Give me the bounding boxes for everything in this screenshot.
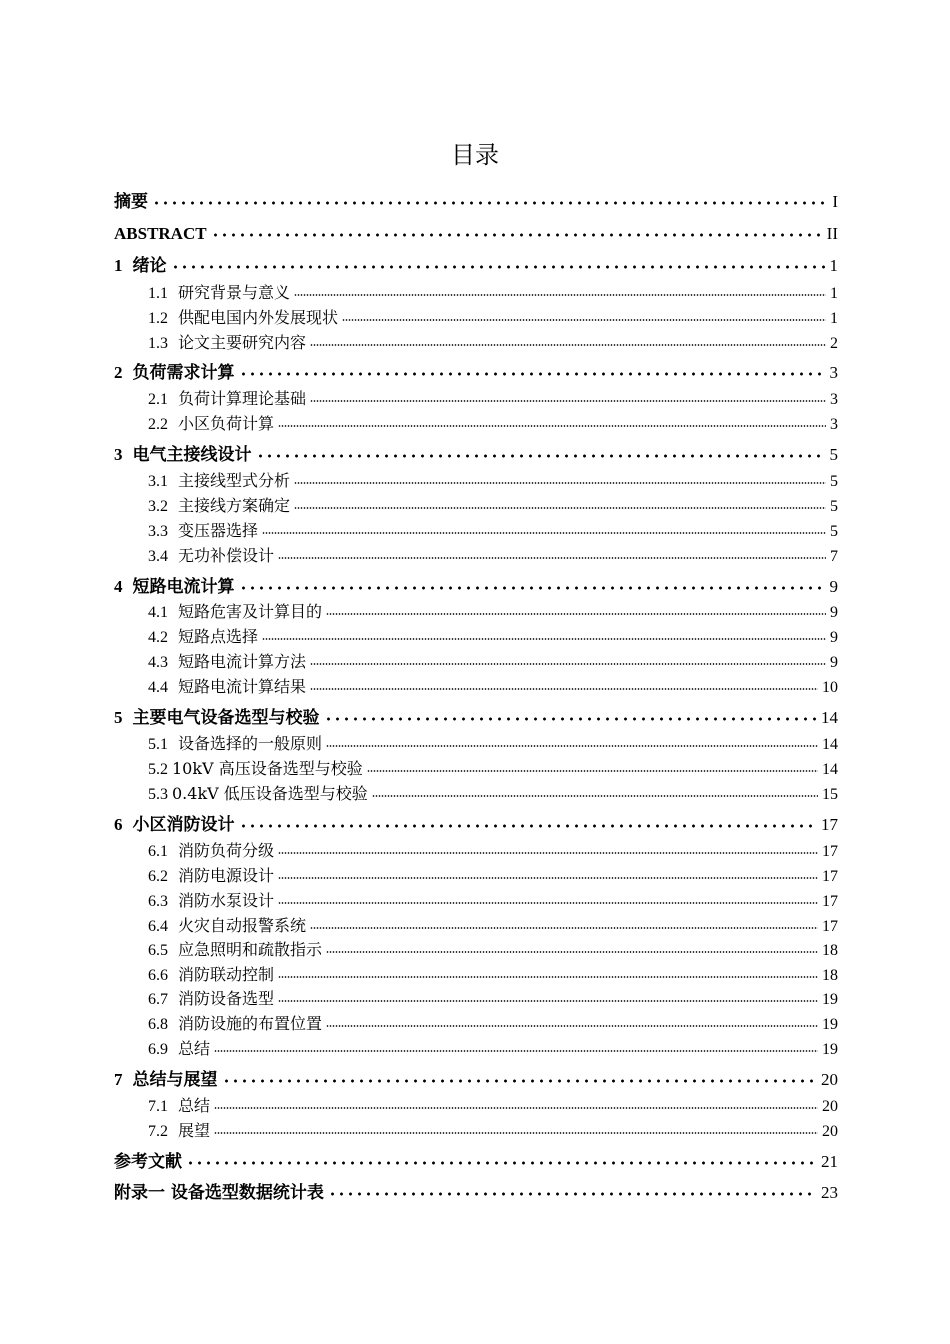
- toc-entry-number: 6.8: [148, 1016, 168, 1033]
- toc-entry-title: 研究背景与意义: [178, 283, 291, 302]
- toc-entry-page-number: 2: [830, 335, 838, 352]
- toc-entry-title: 消防负荷分级: [178, 841, 275, 860]
- toc-entry-title: 0.4kV 低压设备选型与校验: [172, 784, 368, 803]
- toc-dot-leader: [186, 1161, 817, 1165]
- toc-section-entry[interactable]: [148, 470, 838, 493]
- toc-chapter-entry[interactable]: [114, 443, 838, 467]
- toc-dot-leader: [214, 1132, 818, 1134]
- toc-entry-title: 论文主要研究内容: [178, 333, 307, 352]
- toc-entry-title: 小区消防设计: [132, 815, 235, 835]
- toc-chapter-entry[interactable]: [114, 361, 838, 385]
- toc-entry-title: 主接线方案确定: [178, 496, 291, 515]
- toc-entry-title: 主要电气设备选型与校验: [132, 708, 320, 728]
- toc-entry-page-number: 14: [822, 761, 838, 778]
- toc-entry-title: 消防联动控制: [178, 965, 275, 984]
- toc-entry-number: 3.3: [148, 523, 168, 540]
- toc-entry-number: 6.7: [148, 991, 168, 1008]
- toc-entry-number: 5: [114, 708, 123, 727]
- toc-dot-leader: [310, 663, 826, 665]
- toc-entry-title: 主接线型式分析: [178, 471, 291, 490]
- toc-entry-title: 短路电流计算结果: [178, 677, 307, 696]
- toc-dot-leader: [278, 557, 826, 559]
- toc-entry-number: 7.1: [148, 1098, 168, 1115]
- toc-dot-leader: [262, 638, 826, 640]
- toc-chapter-entry[interactable]: [114, 706, 838, 730]
- toc-section-entry[interactable]: [148, 964, 838, 987]
- toc-entry-number: 6.5: [148, 942, 168, 959]
- toc-section-entry[interactable]: [148, 890, 838, 913]
- toc-entry-title: 消防设备选型: [178, 989, 275, 1008]
- toc-entry-number: 6.3: [148, 893, 168, 910]
- toc-entry-page-number: 20: [822, 1098, 838, 1115]
- toc-section-entry[interactable]: [148, 520, 838, 543]
- page-title: 目录: [451, 141, 499, 169]
- toc-dot-leader: [310, 400, 826, 402]
- toc-entry-title: 短路电流计算方法: [178, 652, 307, 671]
- toc-entry-number: 5.3: [148, 786, 168, 803]
- toc-entry-page-number: 5: [830, 523, 838, 540]
- toc-entry-number: 6.2: [148, 868, 168, 885]
- toc-entry-title: 绪论: [132, 256, 167, 276]
- toc-entry-page-number: 14: [821, 708, 838, 727]
- toc-entry-page-number: 9: [830, 604, 838, 621]
- toc-dot-leader: [278, 976, 818, 978]
- toc-section-entry[interactable]: [148, 758, 838, 781]
- toc-entry-title: 消防电源设计: [178, 866, 275, 885]
- toc-entry-number: 1: [114, 256, 123, 275]
- toc-entry-title: 应急照明和疏散指示: [178, 940, 323, 959]
- toc-entry-title: 消防设施的布置位置: [178, 1014, 323, 1033]
- toc-entry-number: 1.1: [148, 285, 168, 302]
- toc-entry-page-number: 20: [821, 1070, 838, 1089]
- toc-section-entry[interactable]: [148, 282, 838, 305]
- toc-entry-number: 4.4: [148, 679, 168, 696]
- toc-section-entry[interactable]: [148, 676, 838, 699]
- toc-entry-title: 附录一 设备选型数据统计表: [114, 1183, 324, 1203]
- toc-dot-leader: [256, 454, 826, 458]
- toc-entry-title: 变压器选择: [178, 521, 259, 540]
- toc-entry-title: 10kV 高压设备选型与校验: [172, 759, 363, 778]
- toc-dot-leader: [310, 688, 818, 690]
- toc-dot-leader: [278, 852, 818, 854]
- toc-entry-title: 参考文献: [114, 1152, 182, 1172]
- toc-dot-leader: [171, 265, 826, 269]
- toc-entry-title: 展望: [178, 1121, 211, 1140]
- toc-entry-title: 摘要: [114, 192, 148, 212]
- toc-section-entry[interactable]: [148, 939, 838, 962]
- toc-entry-title: 电气主接线设计: [132, 445, 252, 465]
- toc-dot-leader: [222, 1079, 818, 1083]
- toc-chapter-entry[interactable]: [114, 1068, 838, 1092]
- toc-entry-page-number: II: [826, 224, 838, 243]
- toc-entry-page-number: 18: [822, 967, 838, 984]
- toc-chapter-entry[interactable]: [114, 190, 838, 214]
- toc-entry-number: 6: [114, 815, 123, 834]
- toc-entry-title: 短路电流计算: [132, 577, 235, 597]
- toc-entry-page-number: 9: [830, 629, 838, 646]
- toc-chapter-entry[interactable]: [114, 575, 838, 599]
- toc-entry-page-number: 17: [822, 918, 838, 935]
- toc-section-entry[interactable]: [148, 733, 838, 756]
- toc-entry-page-number: 1: [830, 285, 838, 302]
- toc-dot-leader: [328, 1192, 817, 1196]
- toc-entry-page-number: 20: [822, 1123, 838, 1140]
- toc-entry-page-number: 9: [829, 577, 838, 596]
- toc-dot-leader: [278, 877, 818, 879]
- toc-dot-leader: [310, 344, 826, 346]
- toc-entry-page-number: 10: [822, 679, 838, 696]
- toc-dot-leader: [326, 951, 818, 953]
- toc-section-entry[interactable]: [148, 495, 838, 518]
- toc-entry-page-number: 23: [821, 1183, 838, 1202]
- toc-dot-leader: [239, 586, 826, 590]
- toc-dot-leader: [294, 507, 826, 509]
- toc-section-entry[interactable]: [148, 1013, 838, 1036]
- toc-section-entry[interactable]: [148, 915, 838, 938]
- toc-entry-title: 小区负荷计算: [178, 414, 275, 433]
- toc-dot-leader: [278, 425, 826, 427]
- toc-dot-leader: [326, 745, 818, 747]
- toc-entry-page-number: 3: [830, 391, 838, 408]
- toc-entry-title: 总结: [178, 1096, 211, 1115]
- toc-entry-title: 总结: [178, 1039, 211, 1058]
- toc-entry-title: 消防水泵设计: [178, 891, 275, 910]
- toc-entry-page-number: 7: [830, 548, 838, 565]
- toc-dot-leader: [326, 1025, 818, 1027]
- toc-entry-title: 无功补偿设计: [178, 546, 275, 565]
- toc-entry-number: 3.1: [148, 473, 168, 490]
- toc-dot-leader: [326, 613, 826, 615]
- toc-entry-number: 4: [114, 577, 123, 596]
- toc-entry-page-number: 19: [822, 1041, 838, 1058]
- toc-dot-leader: [278, 1000, 818, 1002]
- toc-entry-page-number: 19: [822, 1016, 838, 1033]
- toc-entry-number: 4.2: [148, 629, 168, 646]
- toc-entry-title: 总结与展望: [132, 1070, 218, 1090]
- toc-section-entry[interactable]: [148, 545, 838, 568]
- toc-section-entry[interactable]: [148, 332, 838, 355]
- toc-dot-leader: [214, 1107, 818, 1109]
- toc-entry-number: 3: [114, 445, 123, 464]
- toc-chapter-entry[interactable]: [114, 254, 838, 278]
- toc-entry-page-number: 17: [822, 868, 838, 885]
- toc-entry-number: 6.9: [148, 1041, 168, 1058]
- toc-entry-page-number: 1: [830, 310, 838, 327]
- toc-entry-number: 6.6: [148, 967, 168, 984]
- toc-entry-number: 5.2: [148, 761, 168, 778]
- toc-entry-number: 4.1: [148, 604, 168, 621]
- toc-entry-number: 2.2: [148, 416, 168, 433]
- toc-entry-title: 负荷计算理论基础: [178, 389, 307, 408]
- toc-dot-leader: [278, 902, 818, 904]
- toc-section-entry[interactable]: [148, 783, 838, 806]
- toc-entry-page-number: 5: [829, 445, 838, 464]
- toc-section-entry[interactable]: [148, 307, 838, 330]
- toc-entry-page-number: 18: [822, 942, 838, 959]
- toc-entry-page-number: 3: [829, 363, 838, 382]
- toc-chapter-entry[interactable]: [114, 1150, 838, 1174]
- toc-entry-number: 6.1: [148, 843, 168, 860]
- toc-entry-title: 短路危害及计算目的: [178, 602, 323, 621]
- toc-chapter-entry[interactable]: [114, 813, 838, 837]
- toc-entry-title: 设备选择的一般原则: [178, 734, 323, 753]
- toc-dot-leader: [342, 319, 826, 321]
- toc-entry-number: 5.1: [148, 736, 168, 753]
- toc-entry-number: 4.3: [148, 654, 168, 671]
- toc-section-entry[interactable]: [148, 1120, 838, 1143]
- toc-dot-leader: [324, 717, 818, 721]
- toc-entry-number: 2.1: [148, 391, 168, 408]
- toc-dot-leader: [294, 482, 826, 484]
- toc-section-entry[interactable]: [148, 1095, 838, 1118]
- toc-entry-page-number: 17: [821, 815, 838, 834]
- toc-entry-page-number: 5: [830, 498, 838, 515]
- toc-entry-number: 3.4: [148, 548, 168, 565]
- toc-entry-page-number: 17: [822, 843, 838, 860]
- toc-entry-page-number: 17: [822, 893, 838, 910]
- toc-entry-page-number: 5: [830, 473, 838, 490]
- toc-dot-leader: [239, 372, 826, 376]
- toc-entry-page-number: I: [832, 192, 838, 211]
- toc-entry-number: 7.2: [148, 1123, 168, 1140]
- toc-entry-page-number: 9: [830, 654, 838, 671]
- toc-section-entry[interactable]: [148, 840, 838, 863]
- toc-section-entry[interactable]: [148, 1038, 838, 1061]
- toc-entry-number: 1.3: [148, 335, 168, 352]
- toc-entry-number: 7: [114, 1070, 123, 1089]
- toc-section-entry[interactable]: [148, 413, 838, 436]
- toc-dot-leader: [372, 795, 818, 797]
- toc-entry-number: 1.2: [148, 310, 168, 327]
- toc-entry-number: 6.4: [148, 918, 168, 935]
- toc-dot-leader: [294, 294, 826, 296]
- toc-entry-page-number: 19: [822, 991, 838, 1008]
- toc-dot-leader: [239, 824, 818, 828]
- toc-section-entry[interactable]: [148, 865, 838, 888]
- toc-entry-page-number: 15: [822, 786, 838, 803]
- toc-chapter-entry[interactable]: [114, 222, 838, 246]
- toc-section-entry[interactable]: [148, 988, 838, 1011]
- toc-entry-page-number: 1: [829, 256, 838, 275]
- toc-chapter-entry[interactable]: [114, 1181, 838, 1205]
- toc-entry-title: 火灾自动报警系统: [178, 916, 307, 935]
- toc-entry-page-number: 21: [821, 1152, 838, 1171]
- toc-entry-number: 3.2: [148, 498, 168, 515]
- toc-dot-leader: [214, 1050, 818, 1052]
- toc-dot-leader: [310, 927, 818, 929]
- toc-entry-title: 供配电国内外发展现状: [178, 308, 339, 327]
- toc-dot-leader: [152, 201, 828, 205]
- toc-dot-leader: [211, 233, 823, 237]
- toc-section-entry[interactable]: [148, 388, 838, 411]
- toc-section-entry[interactable]: [148, 601, 838, 624]
- toc-dot-leader: [262, 532, 826, 534]
- toc-section-entry[interactable]: [148, 651, 838, 674]
- toc-entry-page-number: 3: [830, 416, 838, 433]
- toc-entry-title: ABSTRACT: [114, 224, 207, 243]
- toc-dot-leader: [367, 770, 818, 772]
- toc-entry-number: 2: [114, 363, 123, 382]
- toc-entry-page-number: 14: [822, 736, 838, 753]
- toc-section-entry[interactable]: [148, 626, 838, 649]
- toc-entry-title: 短路点选择: [178, 627, 259, 646]
- toc-entry-title: 负荷需求计算: [132, 363, 235, 383]
